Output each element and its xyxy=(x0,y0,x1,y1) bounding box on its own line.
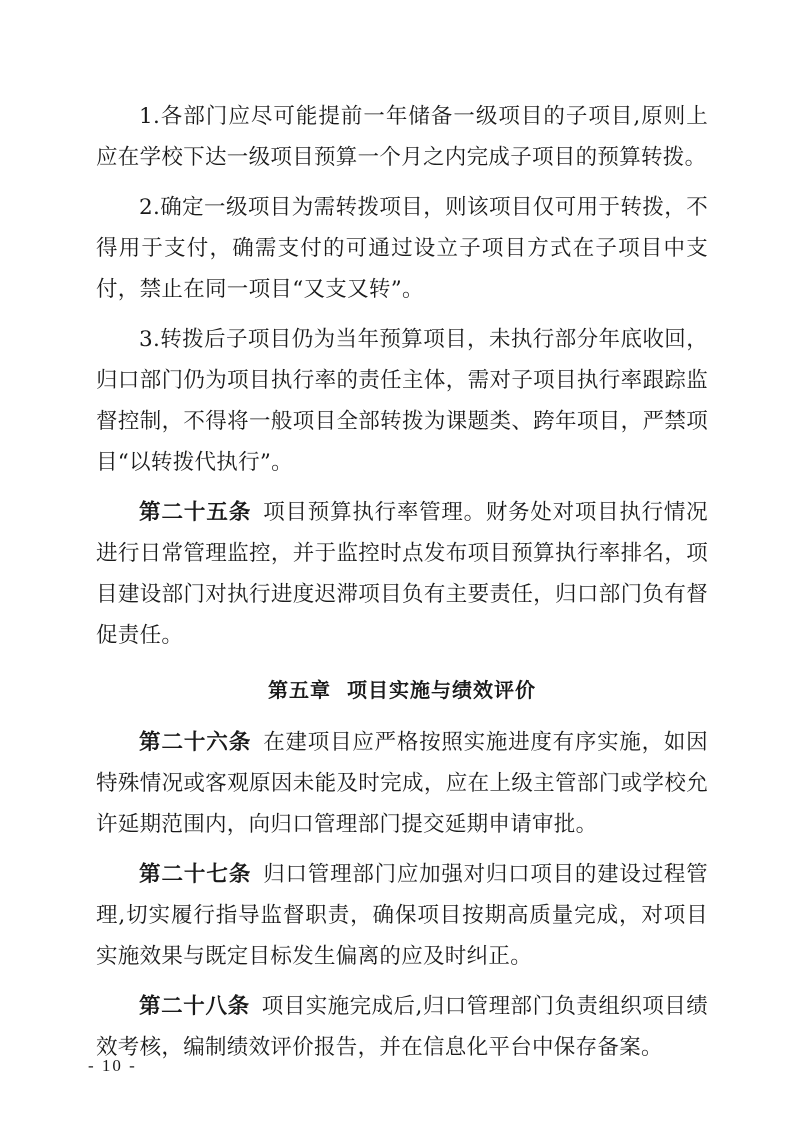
chapter-heading xyxy=(96,672,708,708)
article-28-text: 项目实施完成后,归口管理部门负责组织项目绩效考核，编制绩效评价报告，并在信息化平台中保存备案。 xyxy=(96,994,708,1060)
chapter-number: 第五章 xyxy=(268,678,331,702)
chapter-title: 项目实施与绩效评价 xyxy=(347,678,536,702)
article-27-text: 归口管理部门应加强对归口项目的建设过程管理,切实履行指导监督职责，确保项目按期高质量完成，对项目实施效果与既定目标发生偏离的应及时纠正。 xyxy=(96,862,708,969)
article-26 xyxy=(96,722,708,845)
list-item-2: 2.确定一级项目为需转拨项目，则该项目仅可用于转拨，不得用于支付，确需支付的可通过设立子项目方式在子项目中支付，禁止在同一项目“又支又转”。 xyxy=(96,195,708,302)
article-27 xyxy=(96,854,708,977)
document-body xyxy=(96,96,708,1077)
page-number: - 10 - xyxy=(88,1056,137,1075)
article-25 xyxy=(96,492,708,656)
article-26-number: 第二十六条 xyxy=(139,730,252,755)
list-item-3: 3.转拨后子项目仍为当年预算项目，未执行部分年底收回，归口部门仍为项目执行率的责任主体，需对子项目执行率跟踪监督控制，不得将一般项目全部转拨为课题类、跨年项目，严禁项目“以转拨代执行”。 xyxy=(96,327,708,475)
article-28-number: 第二十八条 xyxy=(139,994,250,1019)
article-28 xyxy=(96,986,708,1068)
article-27-number: 第二十七条 xyxy=(139,862,252,887)
list-item-1: 1.各部门应尽可能提前一年储备一级项目的子项目,原则上应在学校下达一级项目预算一个月之内完成子项目的预算转拨。 xyxy=(96,104,708,170)
article-25-number: 第二十五条 xyxy=(139,500,252,525)
article-26-text: 在建项目应严格按照实施进度有序实施，如因特殊情况或客观原因未能及时完成，应在上级主管部门或学校允许延期范围内，向归口管理部门提交延期申请审批。 xyxy=(96,730,708,837)
article-25-text: 项目预算执行率管理。财务处对项目执行情况进行日常管理监控，并于监控时点发布项目预算执行率排名，项目建设部门对执行进度迟滞项目负有主要责任，归口部门负有督促责任。 xyxy=(96,500,708,648)
